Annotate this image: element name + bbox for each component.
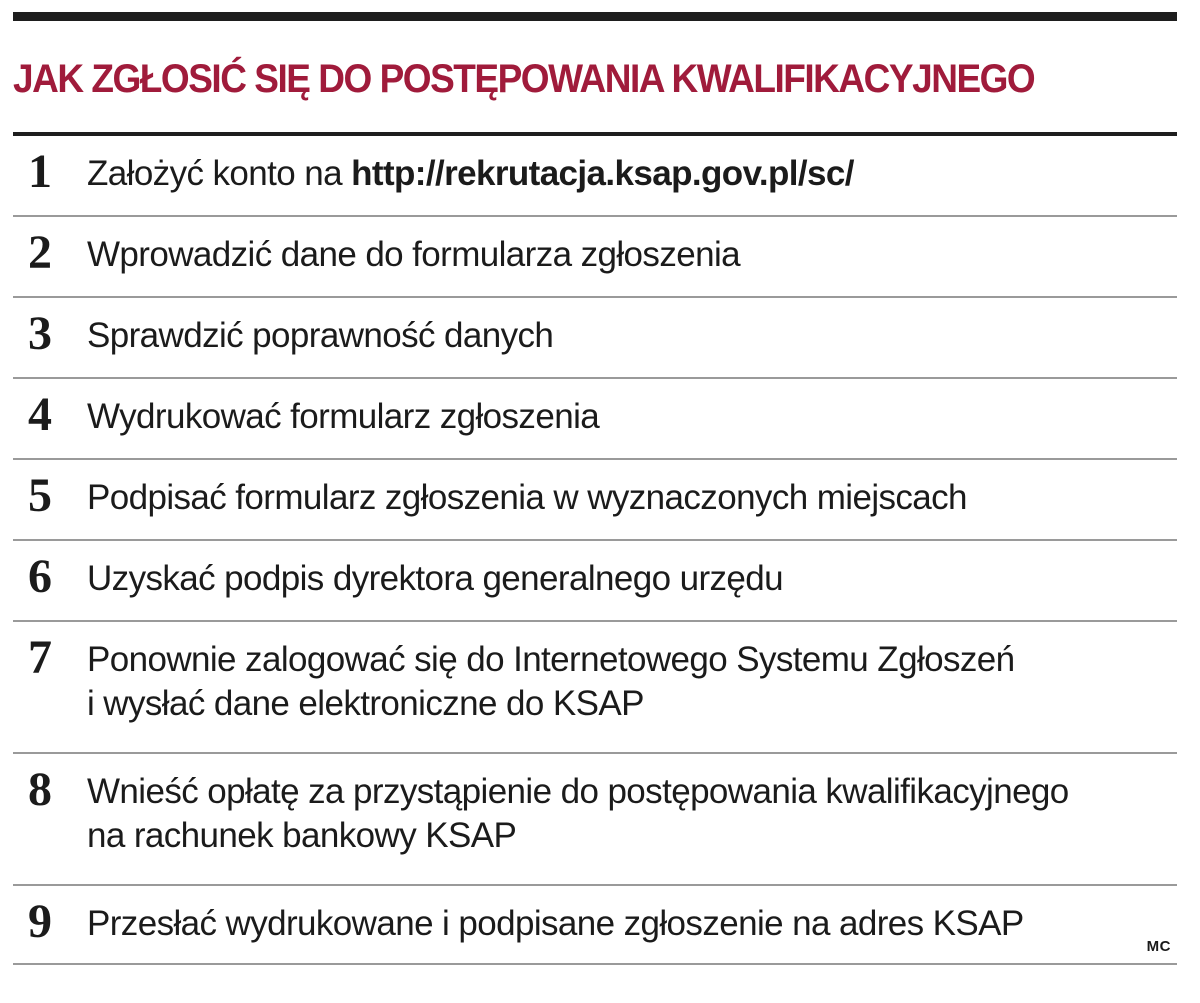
step-text-line-2: na rachunek bankowy KSAP — [87, 816, 517, 855]
step-text: Wprowadzić dane do formularza zgłoszenia — [87, 235, 740, 274]
step-item — [13, 136, 1177, 217]
top-rule — [13, 12, 1177, 21]
step-item — [13, 217, 1177, 298]
step-text-line-1: Wnieść opłatę za przystąpienie do postępowania kwalifikacyjnego — [87, 772, 1069, 811]
step-text: Sprawdzić poprawność danych — [87, 316, 554, 355]
step-text: Przesłać wydrukowane i podpisane zgłoszenie na adres KSAP — [87, 904, 1024, 943]
step-text: Podpisać formularz zgłoszenia w wyznaczonych miejscach — [87, 478, 967, 517]
infographic-title: JAK ZGŁOSIĆ SIĘ DO POSTĘPOWANIA KWALIFIKACYJNEGO — [13, 57, 1035, 101]
infographic-card — [13, 12, 1177, 992]
step-text-line-1: Ponownie zalogować się do Internetowego Systemu Zgłoszeń — [87, 640, 1015, 679]
step-text: Uzyskać podpis dyrektora generalnego urzędu — [87, 559, 784, 598]
step-item — [13, 622, 1177, 754]
step-text-main: Założyć konto na — [87, 154, 352, 193]
step-item — [13, 886, 1177, 965]
step-number: 6 — [28, 550, 52, 603]
steps-list — [13, 136, 1177, 965]
step-item — [13, 379, 1177, 460]
step-number: 7 — [28, 631, 52, 684]
step-text — [87, 152, 1177, 196]
step-number: 1 — [28, 145, 52, 198]
step-number: 8 — [28, 763, 52, 816]
step-number: 3 — [28, 307, 52, 360]
step-number: 2 — [28, 226, 52, 279]
step-number: 4 — [28, 388, 52, 441]
step-item — [13, 298, 1177, 379]
step-item — [13, 541, 1177, 622]
step-number: 5 — [28, 469, 52, 522]
step-item — [13, 460, 1177, 541]
step-number: 9 — [28, 895, 52, 948]
author-credit: MC — [1146, 938, 1171, 955]
step-text: Wydrukować formularz zgłoszenia — [87, 397, 600, 436]
step-text-line-2: i wysłać dane elektroniczne do KSAP — [87, 684, 644, 723]
registration-url: http://rekrutacja.ksap.gov.pl/sc/ — [351, 154, 854, 193]
step-item — [13, 754, 1177, 886]
